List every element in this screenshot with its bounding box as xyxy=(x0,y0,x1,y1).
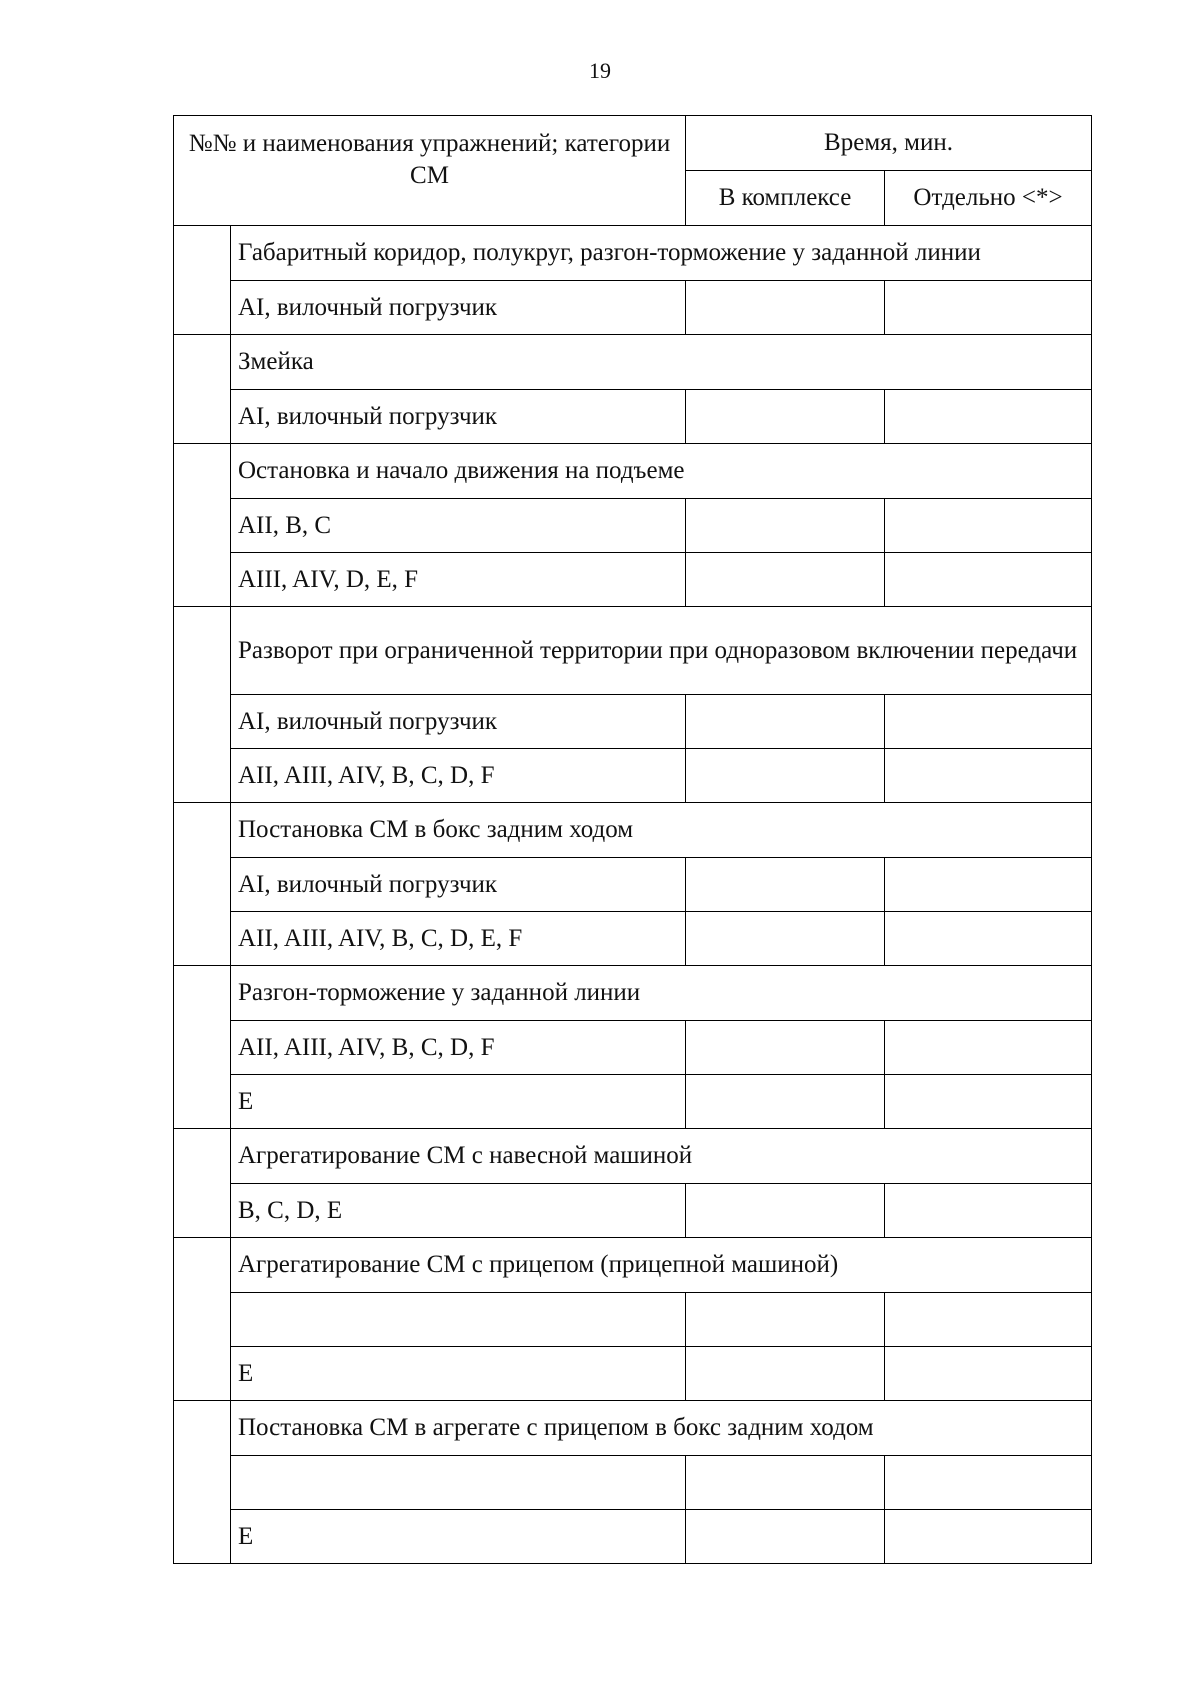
exercise-number-cell xyxy=(174,607,231,803)
time-combined-cell xyxy=(686,390,885,444)
header-time: Время, мин. xyxy=(686,116,1092,171)
exercise-number-cell xyxy=(174,1129,231,1238)
table-row xyxy=(174,553,1092,607)
time-combined-cell xyxy=(686,553,885,607)
category-cell xyxy=(231,1456,686,1510)
table-row xyxy=(174,912,1092,966)
time-separate-cell xyxy=(885,749,1092,803)
time-separate-cell xyxy=(885,1293,1092,1347)
category-cell: AII, AIII, AIV, B, C, D, F xyxy=(231,1021,686,1075)
page-number: 19 xyxy=(589,58,611,83)
table-row xyxy=(174,1293,1092,1347)
exercise-number-cell xyxy=(174,1238,231,1401)
time-separate-cell xyxy=(885,695,1092,749)
time-combined-cell xyxy=(686,499,885,553)
category-cell xyxy=(231,1293,686,1347)
category-cell: AI, вилочный погрузчик xyxy=(231,281,686,335)
table-row xyxy=(174,390,1092,444)
exercise-title: Агрегатирование СМ с прицепом (прицепной машиной) xyxy=(231,1238,1092,1293)
table-row xyxy=(174,1510,1092,1564)
time-separate-cell xyxy=(885,1456,1092,1510)
time-separate-cell xyxy=(885,553,1092,607)
exercise-title: Постановка СМ в агрегате с прицепом в бокс задним ходом xyxy=(231,1401,1092,1456)
exercise-title: Агрегатирование СМ с навесной машиной xyxy=(231,1129,1092,1184)
category-cell: AI, вилочный погрузчик xyxy=(231,695,686,749)
exercise-number-cell xyxy=(174,1401,231,1564)
exercise-number-cell xyxy=(174,444,231,607)
time-combined-cell xyxy=(686,858,885,912)
category-cell: AII, AIII, AIV, B, C, D, F xyxy=(231,749,686,803)
exercise-title: Змейка xyxy=(231,335,1092,390)
table-row xyxy=(174,1347,1092,1401)
header-separate: Отдельно <*> xyxy=(885,171,1092,226)
exercise-time-table xyxy=(173,115,1092,1564)
time-combined-cell xyxy=(686,1456,885,1510)
exercise-title: Разгон-торможение у заданной линии xyxy=(231,966,1092,1021)
category-cell: B, C, D, E xyxy=(231,1184,686,1238)
table-row xyxy=(174,749,1092,803)
exercise-number-cell xyxy=(174,226,231,335)
time-separate-cell xyxy=(885,1510,1092,1564)
exercise-title: Разворот при ограниченной территории при одноразовом включении передачи xyxy=(231,607,1092,695)
time-combined-cell xyxy=(686,1347,885,1401)
time-combined-cell xyxy=(686,912,885,966)
table-row xyxy=(174,1184,1092,1238)
time-separate-cell xyxy=(885,1184,1092,1238)
time-separate-cell xyxy=(885,858,1092,912)
time-combined-cell xyxy=(686,749,885,803)
table-row xyxy=(174,1456,1092,1510)
time-separate-cell xyxy=(885,1347,1092,1401)
time-combined-cell xyxy=(686,695,885,749)
category-cell: E xyxy=(231,1075,686,1129)
exercise-number-cell xyxy=(174,803,231,966)
header-exercise-title: №№ и наименования упражнений; категории СМ xyxy=(174,116,686,226)
header-combined: В комплексе xyxy=(686,171,885,226)
exercise-number-cell xyxy=(174,966,231,1129)
exercise-title: Постановка СМ в бокс задним ходом xyxy=(231,803,1092,858)
table-row xyxy=(174,695,1092,749)
time-combined-cell xyxy=(686,1075,885,1129)
time-combined-cell xyxy=(686,1293,885,1347)
table-row xyxy=(174,499,1092,553)
time-separate-cell xyxy=(885,1075,1092,1129)
time-combined-cell xyxy=(686,1184,885,1238)
table-row xyxy=(174,281,1092,335)
time-separate-cell xyxy=(885,390,1092,444)
time-separate-cell xyxy=(885,912,1092,966)
category-cell: E xyxy=(231,1510,686,1564)
table-row xyxy=(174,1075,1092,1129)
time-combined-cell xyxy=(686,1510,885,1564)
exercise-number-cell xyxy=(174,335,231,444)
table-row xyxy=(174,1021,1092,1075)
time-separate-cell xyxy=(885,281,1092,335)
time-separate-cell xyxy=(885,499,1092,553)
category-cell: AI, вилочный погрузчик xyxy=(231,858,686,912)
exercise-title: Остановка и начало движения на подъеме xyxy=(231,444,1092,499)
time-combined-cell xyxy=(686,281,885,335)
exercise-title: Габаритный коридор, полукруг, разгон-торможение у заданной линии xyxy=(231,226,1092,281)
category-cell: AII, AIII, AIV, B, C, D, E, F xyxy=(231,912,686,966)
table-row xyxy=(174,858,1092,912)
category-cell: AIII, AIV, D, E, F xyxy=(231,553,686,607)
category-cell: AI, вилочный погрузчик xyxy=(231,390,686,444)
category-cell: E xyxy=(231,1347,686,1401)
category-cell: AII, B, C xyxy=(231,499,686,553)
time-combined-cell xyxy=(686,1021,885,1075)
time-separate-cell xyxy=(885,1021,1092,1075)
